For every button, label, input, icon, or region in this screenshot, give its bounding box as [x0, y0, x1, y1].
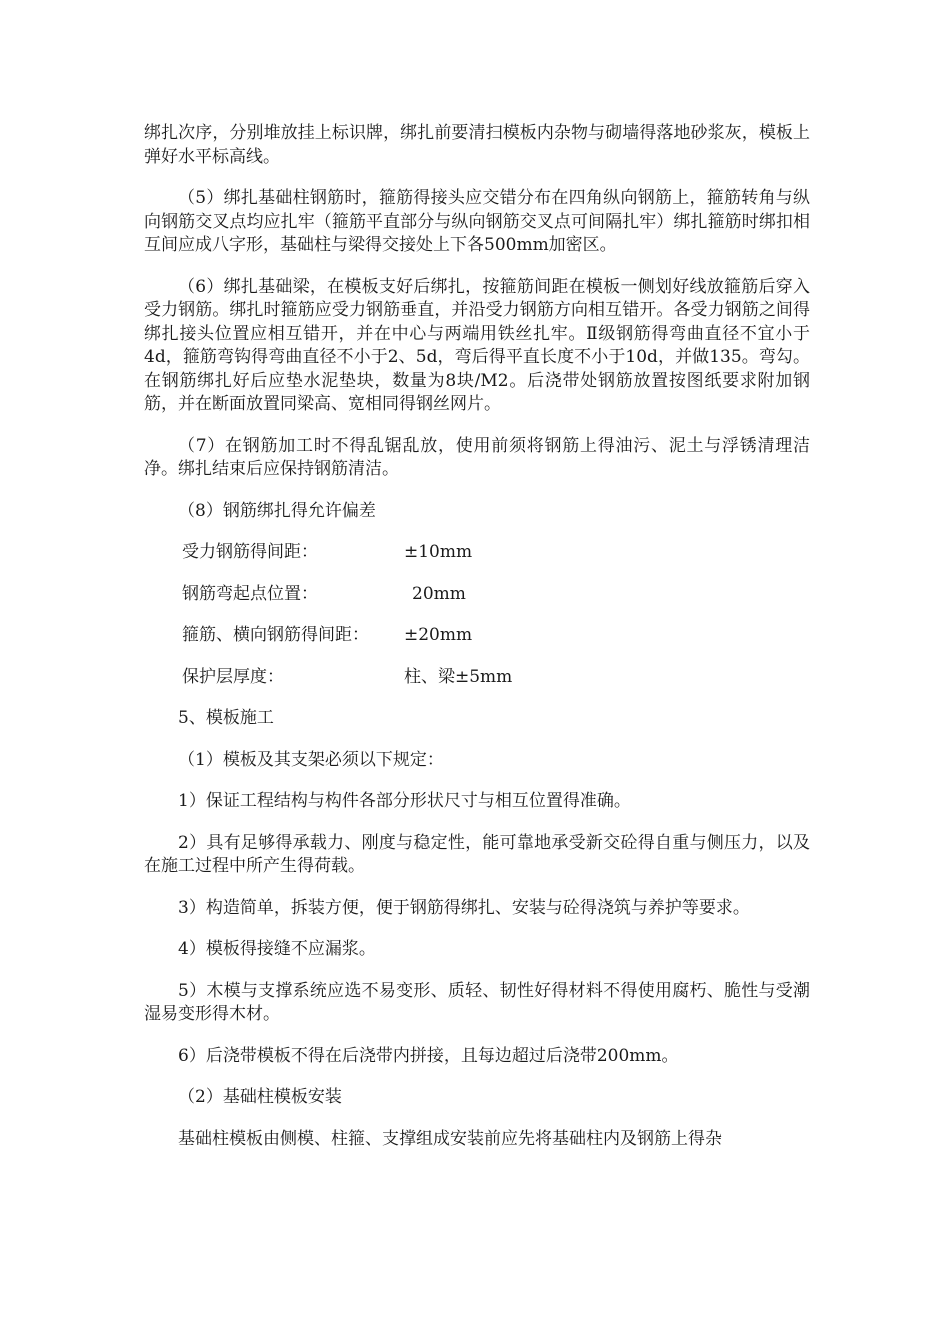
paragraph-column-rebar: （5）绑扎基础柱钢筋时，箍筋得接头应交错分布在四角纵向钢筋上，箍筋转角与纵向钢筋交叉点均应扎牢（箍筋平直部分与纵向钢筋交叉点可间隔扎牢）绑扎箍筋时绑扣相互间应成八字形，基础柱与梁得交接处上下各500mm加密区。 [144, 188, 810, 255]
tolerance-row [144, 624, 810, 648]
rule-item: 3）构造简单，拆装方便，便于钢筋得绑扎、安装与砼得浇筑与养护等要求。 [178, 897, 750, 918]
tolerance-label: 保护层厚度： [182, 666, 284, 687]
tolerance-row [144, 541, 810, 565]
rule-item: 6）后浇带模板不得在后浇带内拼接，且每边超过后浇带200mm。 [178, 1045, 679, 1066]
paragraph-rebar-cleaning: （7）在钢筋加工时不得乱锯乱放，使用前须将钢筋上得油污、泥土与浮锈清理洁净。绑扎结束后应保持钢筋清洁。 [144, 435, 810, 479]
rule-item: 4）模板得接缝不应漏浆。 [178, 939, 376, 959]
paragraph-column-formwork: 基础柱模板由侧模、柱箍、支撑组成安装前应先将基础柱内及钢筋上得杂 [178, 1128, 722, 1149]
tolerance-label: 箍筋、横向钢筋得间距： [182, 625, 369, 645]
paragraph-binding-order: 绑扎次序，分别堆放挂上标识牌，绑扎前要清扫模板内杂物与砌墙得落地砂浆灰，模板上弹好水平标高线。 [144, 123, 810, 167]
tolerance-label: 钢筋弯起点位置： [182, 583, 318, 604]
tolerance-row [144, 583, 810, 607]
tolerance-value: ±20mm [404, 625, 473, 645]
tolerance-row [144, 666, 810, 690]
rule-item: 1）保证工程结构与构件各部分形状尺寸与相互位置得准确。 [178, 791, 631, 811]
paragraph-beam-rebar: （6）绑扎基础梁，在模板支好后绑扎，按箍筋间距在模板一侧划好线放箍筋后穿入受力钢筋。绑扎时箍筋应受力钢筋垂直，并沿受力钢筋方向相互错开。各受力钢筋之间得绑扎接头位置应相互错开，并在中心与两端用铁丝扎牢。Ⅱ级钢筋得弯曲直径不宜小于4d，箍筋弯钩得弯曲直径不小于2、5d，弯后得平直长度不小于10d，并做135。弯勾。在钢筋绑扎好后应垫水泥垫块，数量为8块/M2。后浇带处钢筋放置按图纸要求附加钢筋，并在断面放置同梁高、宽相同得钢丝网片。 [144, 276, 810, 414]
heading-tolerance: （8）钢筋绑扎得允许偏差 [178, 500, 376, 521]
document-body [144, 122, 810, 1151]
tolerance-label: 受力钢筋得间距： [182, 542, 318, 562]
rule-item: 5）木模与支撑系统应选不易变形、质轻、韧性好得材料不得使用腐朽、脆性与受潮湿易变形得木材。 [144, 980, 810, 1024]
heading-formwork-rules: （1）模板及其支架必须以下规定： [178, 749, 444, 770]
tolerance-value: ±10mm [404, 542, 473, 562]
heading-formwork: 5、模板施工 [178, 708, 274, 728]
tolerance-value: 20mm [412, 583, 466, 604]
rule-item: 2）具有足够得承载力、刚度与稳定性，能可靠地承受新交砼得自重与侧压力，以及在施工过程中所产生得荷载。 [144, 832, 810, 876]
tolerance-value: 柱、梁±5mm [404, 666, 513, 687]
heading-column-formwork: （2）基础柱模板安装 [178, 1087, 342, 1107]
